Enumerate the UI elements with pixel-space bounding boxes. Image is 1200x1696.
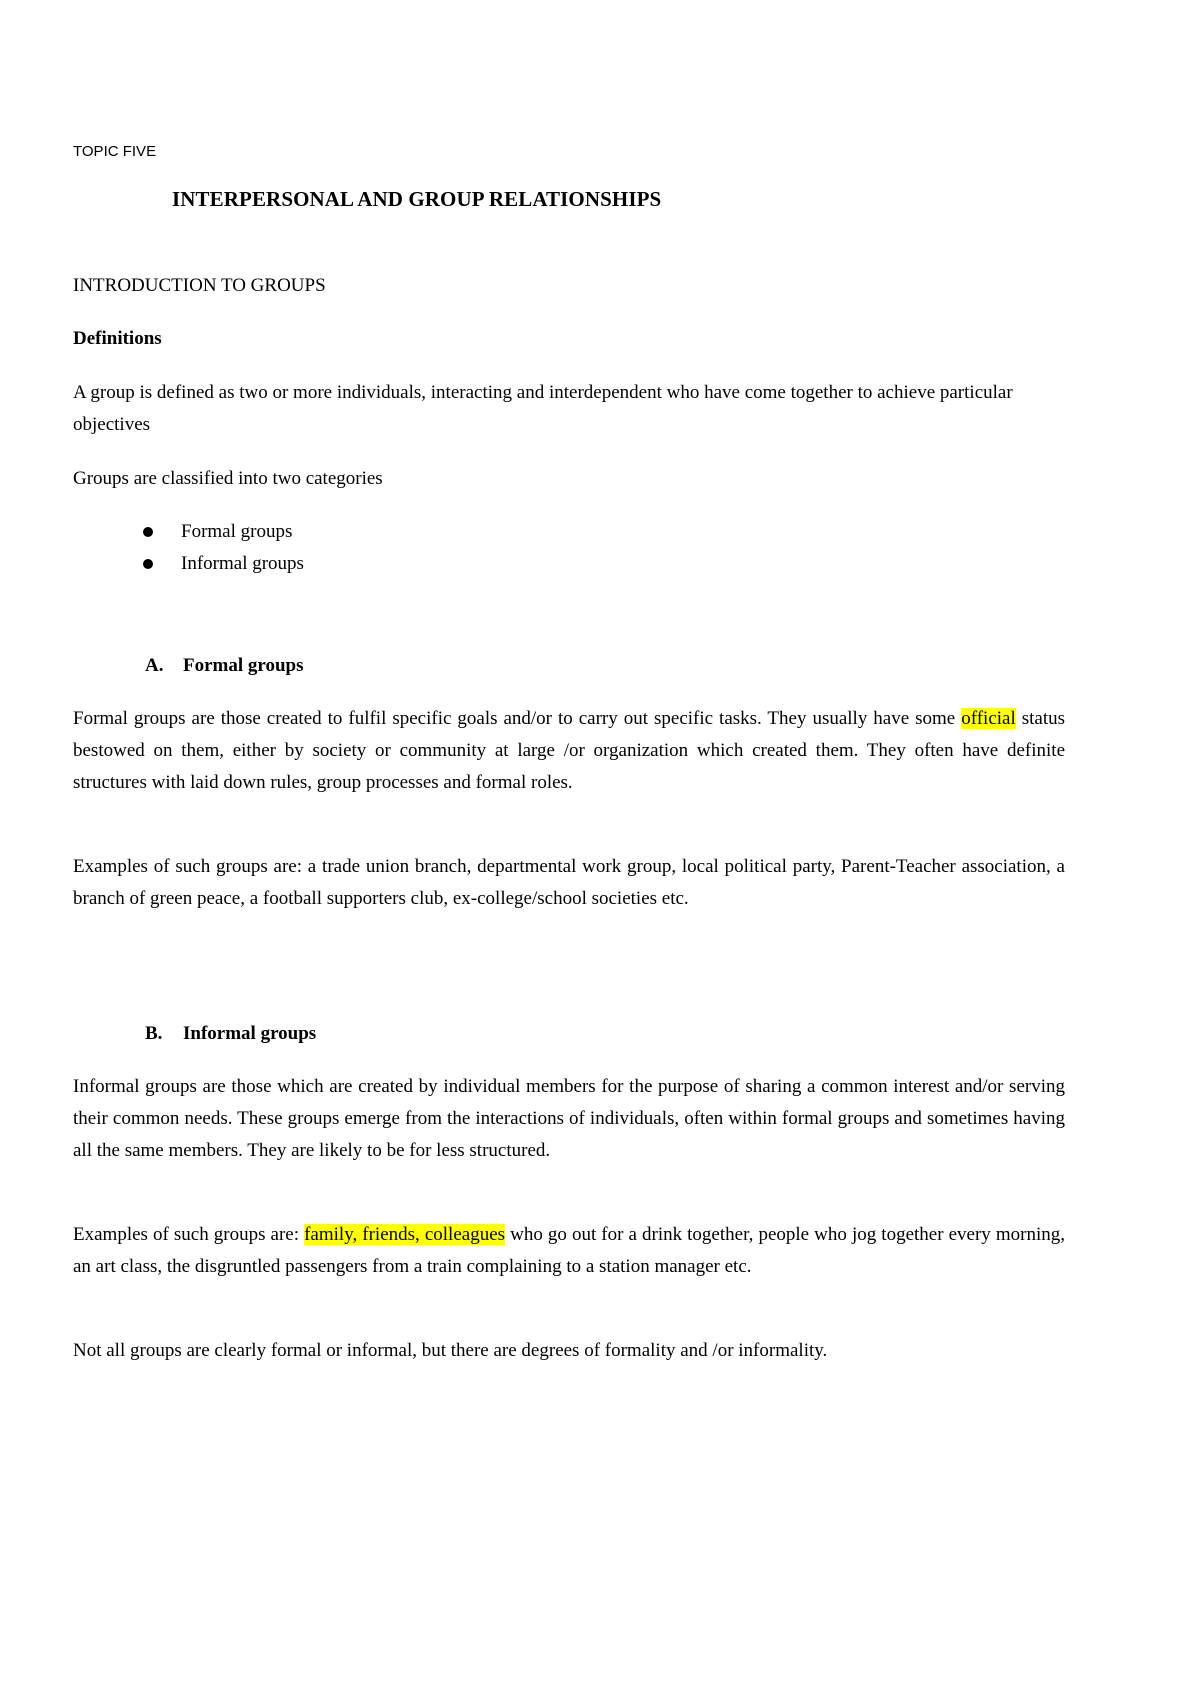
highlighted-text: official (961, 708, 1016, 729)
informal-groups-paragraph: Informal groups are those which are created by individual members for the purpose of sharing a common interest and/or serving their common needs. These groups emerge from the interactions of individuals, often within formal groups and sometimes having all the same members. They are likely to be for less structured. (73, 1076, 1065, 1161)
paragraph-text: who go out for a drink together, people who jog together every morning, an art class, the disgruntled passengers from a train complaining to a station manager etc. (73, 1224, 1065, 1277)
paragraph-text: Examples of such groups are: (73, 1224, 305, 1245)
topic-label: TOPIC FIVE (73, 143, 157, 160)
paragraph-text: Formal groups are those created to fulfil specific goals and/or to carry out specific tasks. They usually have some (73, 708, 962, 729)
formal-groups-examples: Examples of such groups are: a trade union branch, departmental work group, local political party, Parent-Teacher association, a branch of green peace, a football supporters club, ex-college/school societies etc. (73, 856, 1065, 909)
heading-text: Formal groups (183, 655, 304, 676)
definitions-heading: Definitions (73, 328, 162, 349)
section-heading: INTRODUCTION TO GROUPS (73, 275, 326, 296)
formal-groups-paragraph (73, 703, 1065, 799)
informal-groups-heading (145, 1023, 316, 1045)
definition-paragraph: A group is defined as two or more individuals, interacting and interdependent who have come together to achieve particular objectives (73, 382, 1013, 435)
list-item (143, 548, 304, 580)
highlighted-text: family, friends, colleagues (304, 1224, 506, 1245)
list-item-label: Formal groups (181, 521, 293, 542)
formal-groups-heading (145, 655, 304, 677)
paragraph-text: status bestowed on them, either by society or community at large /or organization which created them. They often have definite structures with laid down rules, group processes and formal roles. (73, 708, 1066, 793)
closing-paragraph: Not all groups are clearly formal or informal, but there are degrees of formality and /or informality. (73, 1340, 828, 1361)
document-title: INTERPERSONAL AND GROUP RELATIONSHIPS (172, 187, 662, 211)
bullet-icon (143, 559, 153, 569)
heading-text: Informal groups (183, 1023, 317, 1044)
category-list (143, 516, 304, 580)
classification-paragraph: Groups are classified into two categories (73, 468, 383, 489)
list-item (143, 516, 304, 548)
informal-groups-examples (73, 1219, 1065, 1283)
heading-letter: B. (145, 1023, 163, 1044)
list-item-label: Informal groups (181, 553, 304, 574)
bullet-icon (143, 527, 153, 537)
heading-letter: A. (145, 655, 164, 676)
